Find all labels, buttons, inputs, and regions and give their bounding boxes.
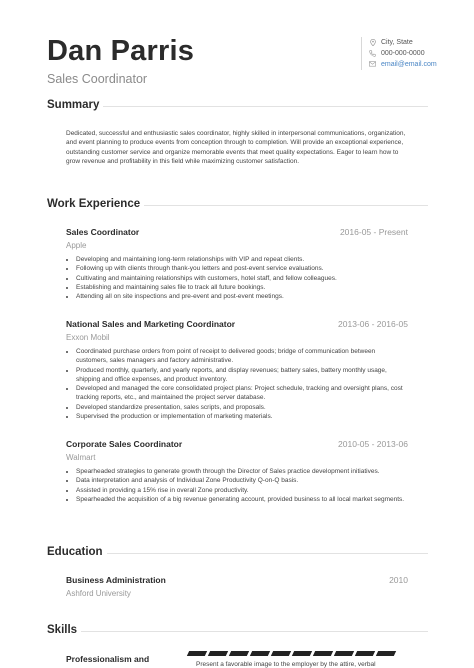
contact-location: [369, 37, 437, 48]
skill-name: Professionalism and: [66, 654, 150, 664]
skill-level-segment: [271, 651, 291, 656]
skill-level-segment: [250, 651, 270, 656]
skill-level-segment: [313, 651, 333, 656]
skill-level-segment: [355, 651, 375, 656]
skill-level-segment: [187, 651, 207, 656]
job-entry-bullets: [66, 347, 408, 421]
job-title: Sales Coordinator: [47, 72, 148, 86]
job-entry-title: National Sales and Marketing Coordinator: [66, 319, 236, 329]
education-year: 2010: [389, 575, 408, 585]
candidate-name: Dan Parris: [47, 35, 195, 67]
contact-email[interactable]: [369, 59, 437, 70]
bullet-item: • Coordinated purchase orders from point of receipt to delivered goods; bridge of communication between customers, sales managers and factory administrative.: [76, 347, 408, 366]
skills-divider: [47, 631, 428, 632]
bullet-item: • Developed and managed the core consolidated project plans: Project schedule, tracking and oversight plans, cost tracking reports, etc., and maintained the project server database.: [76, 384, 408, 403]
job-entry: [66, 439, 408, 504]
bullet-item: • Establishing and maintaining sales file to track all future bookings.: [76, 283, 408, 292]
education-heading: Education: [47, 546, 107, 558]
bullet-item: • Following up with clients through thank-you letters and post-event service evaluations.: [76, 264, 408, 273]
job-entry-dates: 2010-05 - 2013-06: [338, 439, 408, 449]
skill-level-segment: [334, 651, 354, 656]
experience-heading: Work Experience: [47, 198, 144, 210]
bullet-item: • Spearheaded strategies to generate growth through the Director of Sales practice development initiatives.: [76, 467, 408, 476]
contact-phone: [369, 48, 437, 59]
phone-icon: [369, 50, 376, 57]
job-entry-title: Corporate Sales Coordinator: [66, 439, 183, 449]
bullet-item: • Supervised the production or implementation of marketing materials.: [76, 412, 408, 421]
job-entry: [66, 227, 408, 301]
contact-phone-text: 000-000-0000: [381, 50, 425, 57]
bullet-item: • Developed standardize presentation, sales scripts, and proposals.: [76, 403, 408, 412]
job-entry-company: Exxon Mobil: [66, 333, 110, 342]
job-entry-bullets: [66, 255, 408, 301]
bullet-item: • Data interpretation and analysis of Individual Zone Productivity Q-on-Q basis.: [76, 476, 408, 485]
education-entry: [66, 575, 408, 600]
contact-block: [361, 37, 437, 70]
bullet-item: • Cultivating and maintaining relationships with customers, hotel staff, and fellow colleagues.: [76, 274, 408, 283]
skill-level-segment: [229, 651, 249, 656]
job-entry-company: Apple: [66, 241, 87, 250]
skill-level-segment: [376, 651, 396, 656]
job-entry-company: Walmart: [66, 453, 96, 462]
summary-text: Dedicated, successful and enthusiastic sales coordinator, highly skilled in interpersonal communications, organization, and event planning to produce events from conception through to completion. Will provide an exceptional experience, outstanding customer service and organize memorable events that meet quality expectations. Eager to learn how to grow revenue and profitability in this field while maximizing customer satisfaction.: [66, 130, 406, 166]
bullet-item: • Produced monthly, quarterly, and yearly reports, and display revenues; battery sales, battery monthly usage, shipping and office expenses, and product inventory.: [76, 366, 408, 385]
envelope-icon: [369, 61, 376, 68]
education-degree: Business Administration: [66, 575, 166, 585]
summary-divider: [47, 106, 428, 107]
skill-description: Present a favorable image to the employer by the attire, verbal: [196, 661, 376, 668]
contact-location-text: City, State: [381, 39, 413, 46]
bullet-item: • Assisted in providing a 15% rise in overall Zone productivity.: [76, 486, 408, 495]
contact-email-link[interactable]: email@email.com: [381, 61, 437, 68]
job-entry-title: Sales Coordinator: [66, 227, 140, 237]
skill-level-bar: [188, 651, 395, 656]
job-entry-dates: 2013-06 - 2016-05: [338, 319, 408, 329]
bullet-item: • Developing and maintaining long-term relationships with VIP and repeat clients.: [76, 255, 408, 264]
bullet-item: • Attending all on site inspections and pre-event and post-event meetings.: [76, 292, 408, 301]
skill-level-segment: [292, 651, 312, 656]
skills-heading: Skills: [47, 624, 81, 636]
location-pin-icon: [369, 39, 376, 46]
skill-level-segment: [208, 651, 228, 656]
job-entry-bullets: [66, 467, 408, 504]
bullet-item: • Spearheaded the acquisition of a big revenue generating account, provided business to all local market segments.: [76, 495, 408, 504]
education-school: Ashford University: [66, 589, 131, 598]
summary-heading: Summary: [47, 99, 103, 111]
job-entry-dates: 2016-05 - Present: [339, 227, 408, 237]
job-entry: [66, 319, 408, 421]
